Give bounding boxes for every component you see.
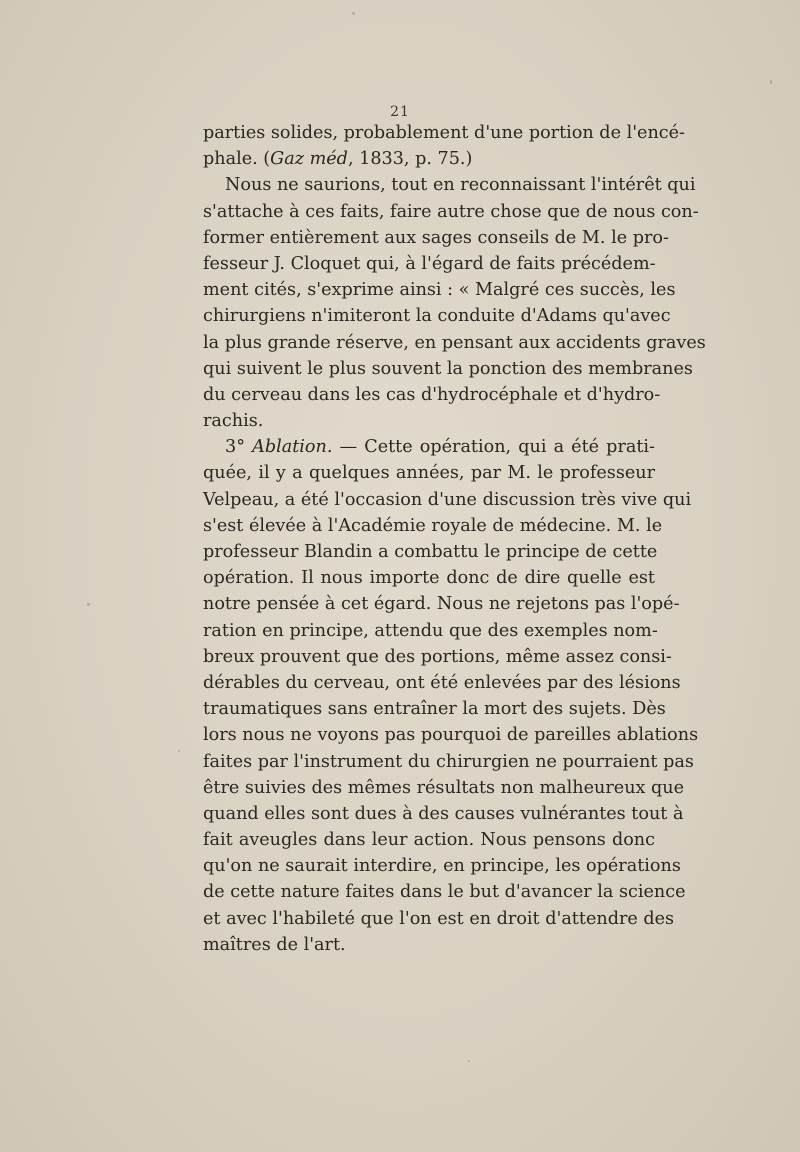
text-line <box>203 199 699 225</box>
text-line <box>203 330 706 356</box>
text-segment: notre pensée à cet égard. Nous ne rejetons pas l'opé- <box>203 594 680 615</box>
text-line <box>203 696 666 722</box>
text-line <box>203 356 693 382</box>
text-segment: quée, il y a quelques années, par M. le professeur <box>203 463 655 484</box>
text-line <box>203 146 655 172</box>
text-segment: phale. ( <box>203 149 271 170</box>
text-line <box>203 644 672 670</box>
text-segment: ment cités, s'exprime ainsi : « Malgré ces succès, les <box>203 280 676 301</box>
text-segment: breux prouvent que des portions, même assez consi- <box>203 646 672 667</box>
text-line <box>203 539 658 565</box>
text-segment: de cette nature faites dans le but d'avancer la science <box>203 882 686 903</box>
text-segment: quand elles sont dues à des causes vulnérantes tout à <box>203 803 684 824</box>
text-line <box>203 722 699 748</box>
paper-speck <box>87 603 90 606</box>
text-segment: traumatiques sans entraîner la mort des sujets. Dès <box>203 699 666 720</box>
text-line <box>203 591 680 617</box>
text-line <box>203 460 655 486</box>
text-line <box>203 775 685 801</box>
text-line <box>203 932 655 958</box>
text-line <box>203 303 671 329</box>
text-line <box>203 225 669 251</box>
text-line <box>203 565 655 591</box>
text-line <box>203 879 686 905</box>
text-segment: — Cette opération, qui a été prati- <box>332 437 655 458</box>
text-line <box>203 251 655 277</box>
text-line <box>203 749 694 775</box>
text-line <box>203 513 663 539</box>
text-line <box>203 408 655 434</box>
text-segment: former entièrement aux sages conseils de M. le pro- <box>203 227 669 248</box>
body-text <box>203 120 706 958</box>
text-line <box>203 801 684 827</box>
paper-speck <box>770 80 772 84</box>
text-segment: , 1833, p. 75.) <box>347 149 473 170</box>
text-segment: professeur Blandin a combattu le principe de cette <box>203 542 658 562</box>
page-number: 21 <box>390 104 410 120</box>
text-segment: parties solides, probablement d'une portion de l'encé- <box>203 123 685 143</box>
text-segment: opération. Il nous importe donc de dire quelle est <box>203 568 655 589</box>
text-line <box>203 120 685 146</box>
text-segment: s'attache à ces faits, faire autre chose que de nous con- <box>203 201 699 222</box>
paper-speck <box>468 1060 470 1062</box>
text-segment: chirurgiens n'imiteront la conduite d'Adams qu'avec <box>203 306 671 327</box>
italic-text: Ablation. <box>252 437 333 458</box>
text-line <box>203 172 696 198</box>
text-segment: Velpeau, a été l'occasion d'une discussion très vive qui <box>203 489 692 510</box>
text-segment: dérables du cerveau, ont été enlevées par des lésions <box>203 672 681 693</box>
text-segment: qui suivent le plus souvent la ponction des membranes <box>203 358 693 379</box>
text-segment: qu'on ne saurait interdire, en principe, les opérations <box>203 856 681 877</box>
text-line <box>203 906 675 932</box>
text-segment: 3° <box>225 437 253 458</box>
text-line <box>203 434 655 460</box>
paper-speck <box>178 750 180 752</box>
text-line <box>203 382 661 408</box>
text-segment: être suivies des mêmes résultats non malheureux que <box>203 777 685 798</box>
text-line <box>203 487 692 513</box>
text-segment: Nous ne saurions, tout en reconnaissant l'intérêt qui <box>225 175 696 196</box>
text-line <box>203 670 681 696</box>
italic-text: Gaz méd <box>270 149 348 170</box>
text-segment: lors nous ne voyons pas pourquoi de pareilles ablations <box>203 725 699 746</box>
text-line <box>203 277 676 303</box>
text-segment: et avec l'habileté que l'on est en droit d'attendre des <box>203 908 675 929</box>
text-segment: du cerveau dans les cas d'hydrocéphale et d'hydro- <box>203 384 661 405</box>
text-segment: rachis. <box>203 411 264 432</box>
text-line <box>203 853 681 879</box>
text-segment: la plus grande réserve, en pensant aux accidents graves <box>203 332 706 353</box>
text-segment: ration en principe, attendu que des exemples nom- <box>203 620 658 641</box>
text-segment: fait aveugles dans leur action. Nous pensons donc <box>203 830 655 851</box>
paper-speck <box>352 12 355 15</box>
text-segment: faites par l'instrument du chirurgien ne pourraient pas <box>203 751 694 772</box>
text-line <box>203 827 655 853</box>
text-segment: maîtres de l'art. <box>203 934 346 955</box>
text-line <box>203 618 658 644</box>
text-segment: s'est élevée à l'Académie royale de médecine. M. le <box>203 515 663 536</box>
text-segment: fesseur J. Cloquet qui, à l'égard de faits précédem- <box>203 253 656 274</box>
